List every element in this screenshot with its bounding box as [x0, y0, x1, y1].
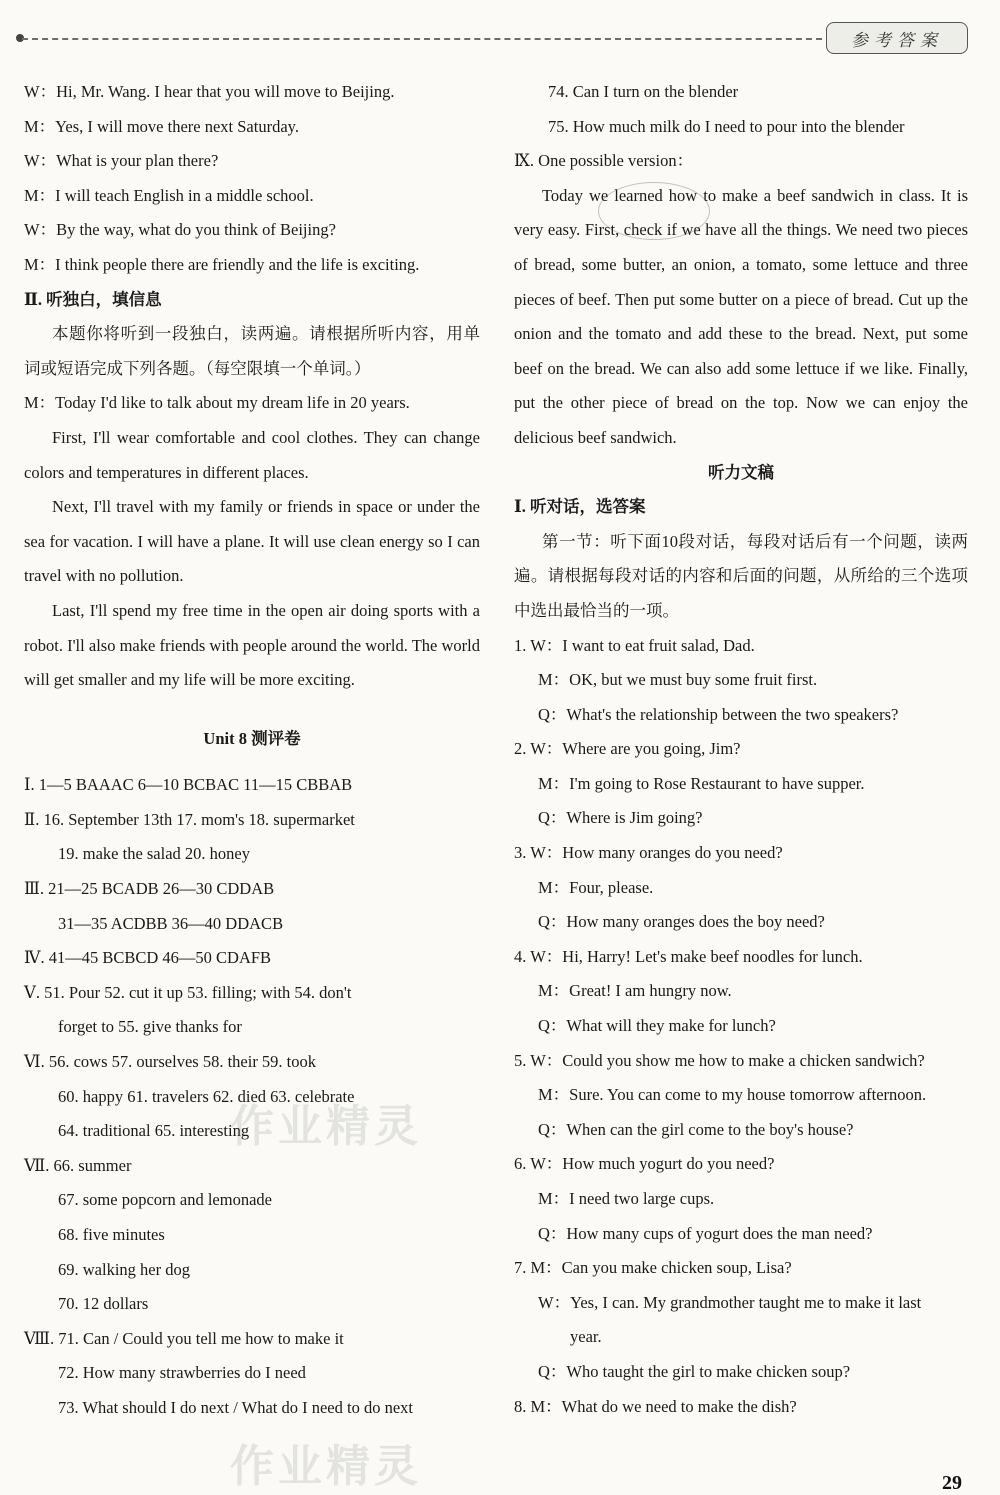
answer-line: 73. What should I do next / What do I need to do next [58, 1397, 413, 1417]
top-answers-block [514, 75, 968, 144]
answer-line: 70. 12 dollars [58, 1294, 149, 1314]
script-line: 5. W：Could you show me how to make a chicken sandwich? [514, 1050, 925, 1070]
answer-line: 60. happy 61. travelers 62. died 63. celebrate [58, 1086, 355, 1106]
answer-line: 69. walking her dog [58, 1259, 190, 1279]
script-line: Q：What will they make for lunch? [538, 1016, 776, 1036]
answer-line: forget to 55. give thanks for [58, 1017, 242, 1037]
answer-line: Ⅰ. 1—5 BAAAC 6—10 BCBAC 11—15 CBBAB [24, 775, 353, 795]
script-line: M：Sure. You can come to my house tomorrow afternoon. [538, 1085, 927, 1105]
monologue-paragraph: Next, I'll travel with my family or friends in space or under the sea for vacation. I will have a plane. It will use clean energy so I can travel with no pollution. [24, 497, 480, 586]
page-number: 29 [942, 1472, 962, 1494]
script-line: Q：Where is Jim going? [538, 808, 703, 828]
answer-line: 31—35 ACDBB 36—40 DDACB [58, 913, 284, 933]
section2-title: Ⅱ. 听独白，填信息 [24, 289, 162, 309]
answer-line: Ⅴ. 51. Pour 52. cut it up 53. filling; with 54. don't [24, 982, 352, 1002]
monologue-block [24, 386, 480, 697]
script-line: Q：When can the girl come to the boy's house? [538, 1119, 854, 1139]
script-line: Q：Who taught the girl to make chicken soup? [538, 1361, 851, 1381]
spacer [24, 698, 480, 722]
answer-line: Ⅱ. 16. September 13th 17. mom's 18. supermarket [24, 809, 355, 829]
script-line: 2. W：Where are you going, Jim? [514, 739, 741, 759]
script-line: M：Four, please. [538, 877, 654, 897]
essay-paragraph: Today we learned how to make a beef sandwich in class. It is very easy. First, check if we have all the things. We need two pieces of bread, some butter, an onion, a tomato, some lettuce and three pieces of beef. Then put some butter on a piece of bread. Cut up the onion and the tomato and add these to the bread. Next, put some beef on the bread. We can also add some lettuce if we like. Finally, put the other piece of bread on the top. Now we can enjoy the delicious beef sandwich. [514, 185, 968, 447]
answer-line: Ⅶ. 66. summer [24, 1155, 132, 1175]
script-line: Q：How many cups of yogurt does the man need? [538, 1223, 873, 1243]
script-line: Q：How many oranges does the boy need? [538, 912, 825, 932]
unit-title: Unit 8 测评卷 [203, 728, 301, 748]
dialog-line: W：What is your plan there? [24, 151, 219, 171]
header-badge: 参考答案 [826, 22, 968, 54]
answer-line: 72. How many strawberries do I need [58, 1363, 306, 1383]
left-column [24, 75, 480, 1426]
dialog-line: M：Yes, I will move there next Saturday. [24, 116, 299, 136]
answer-line: 64. traditional 65. interesting [58, 1121, 250, 1141]
monologue-paragraph: M：Today I'd like to talk about my dream life in 20 years. [24, 393, 410, 413]
script-line: M：OK, but we must buy some fruit first. [538, 670, 818, 690]
answer-line: Ⅷ. 71. Can / Could you tell me how to make it [24, 1328, 344, 1348]
header-rule [22, 38, 822, 40]
answer-line: Ⅵ. 56. cows 57. ourselves 58. their 59. took [24, 1052, 317, 1072]
script-line: year. [570, 1327, 602, 1347]
section1-title: Ⅰ. 听对话，选答案 [514, 497, 646, 517]
script-line: Q：What's the relationship between the two speakers? [538, 704, 899, 724]
script-line: 1. W：I want to eat fruit salad, Dad. [514, 635, 755, 655]
script-title: 听力文稿 [708, 462, 774, 482]
dialog-line: W：By the way, what do you think of Beijing? [24, 220, 336, 240]
dialog-block [24, 75, 480, 283]
answer-line: 67. some popcorn and lemonade [58, 1190, 272, 1210]
spacer [24, 756, 480, 768]
answer-line: Ⅳ. 41—45 BCBCD 46—50 CDAFB [24, 948, 272, 968]
answer-line: 75. How much milk do I need to pour into the blender [548, 116, 905, 136]
section9-label: Ⅸ. One possible version： [514, 151, 694, 171]
answer-line: 74. Can I turn on the blender [548, 82, 739, 101]
right-column [514, 75, 968, 1424]
watermark-stamp [598, 182, 710, 240]
section2-instruction: 本题你将听到一段独白，读两遍。请根据所听内容，用单词或短语完成下列各题。（每空限填一个单词。） [24, 324, 480, 378]
watermark: 作业精灵 [230, 1101, 422, 1152]
section1-instruction: 第一节：听下面10段对话，每段对话后有一个问题，读两遍。请根据每段对话的内容和后面的问题，从所给的三个选项中选出最恰当的一项。 [514, 531, 968, 620]
script-line: 3. W：How many oranges do you need? [514, 843, 783, 863]
script-line: W：Yes, I can. My grandmother taught me to make it last [538, 1292, 922, 1312]
script-line: 4. W：Hi, Harry! Let's make beef noodles for lunch. [514, 946, 863, 966]
monologue-paragraph: Last, I'll spend my free time in the open air doing sports with a robot. I'll also make friends with people around the world. The world will get smaller and my life will be more exciting. [24, 600, 480, 690]
monologue-paragraph: First, I'll wear comfortable and cool clothes. They can change colors and temperatures in different places. [24, 427, 480, 482]
script-block [514, 629, 968, 1425]
script-line: M：I need two large cups. [538, 1189, 715, 1208]
dialog-line: M：I think people there are friendly and the life is exciting. [24, 254, 420, 274]
dialog-line: M：I will teach English in a middle school. [24, 185, 314, 205]
dialog-line: W：Hi, Mr. Wang. I hear that you will move to Beijing. [24, 82, 395, 101]
script-line: 6. W：How much yogurt do you need? [514, 1154, 775, 1174]
answer-line: Ⅲ. 21—25 BCADB 26—30 CDDAB [24, 879, 275, 899]
answer-line: 68. five minutes [58, 1225, 165, 1244]
script-line: M：Great! I am hungry now. [538, 981, 732, 1001]
script-line: M：I'm going to Rose Restaurant to have supper. [538, 773, 865, 793]
watermark: 作业精灵 [230, 1441, 422, 1492]
script-line: 7. M：Can you make chicken soup, Lisa? [514, 1258, 792, 1278]
answer-line: 19. make the salad 20. honey [58, 844, 250, 864]
script-line: 8. M：What do we need to make the dish? [514, 1396, 797, 1416]
